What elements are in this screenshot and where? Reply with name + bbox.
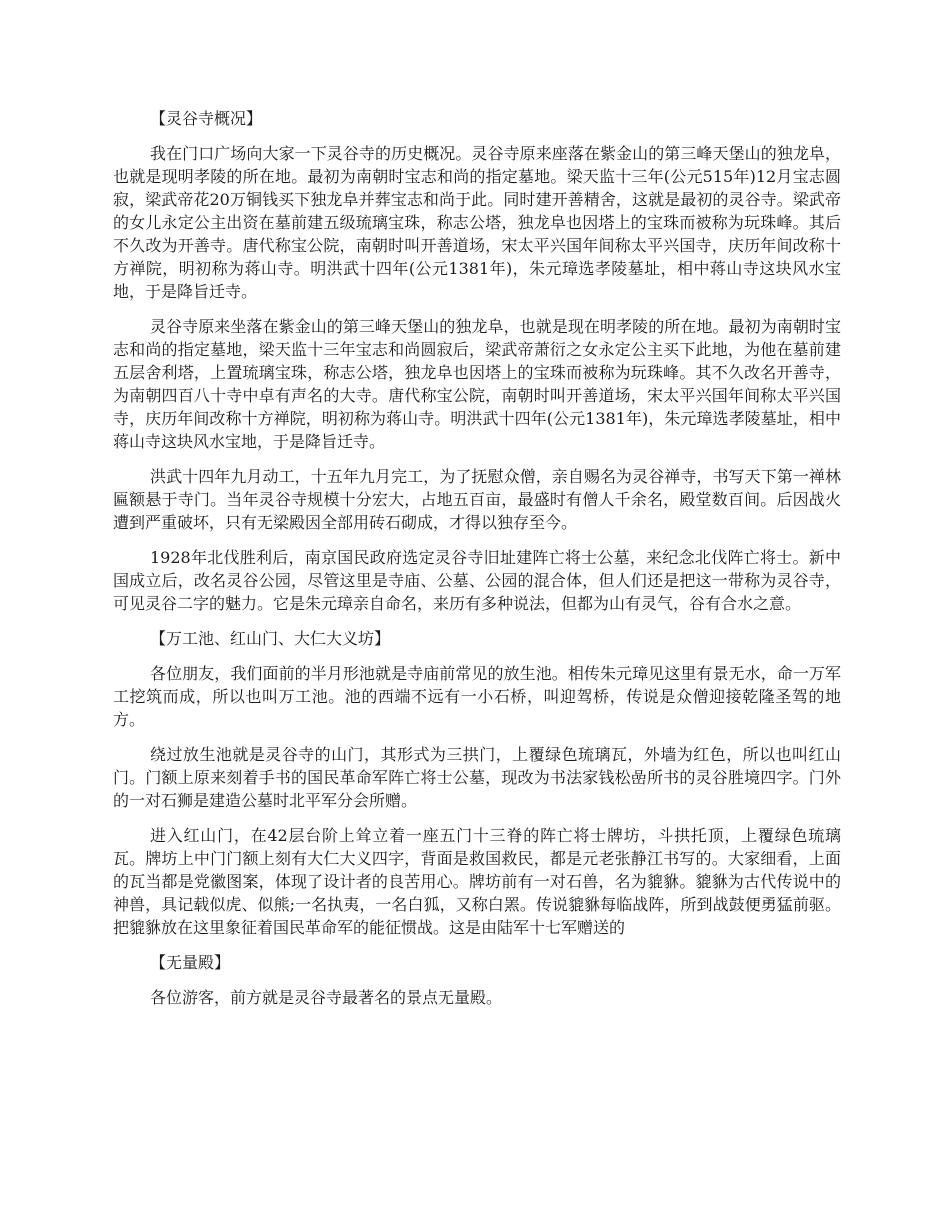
- section-heading-pond-gate-archway: 【万工池、红山门、大仁大义坊】: [150, 629, 391, 648]
- paragraph-pond: 各位朋友，我们面前的半月形池就是寺庙前常见的放生池。相传朱元璋见这里有景无水，命一万军工挖筑而成，所以也叫万工池。池的西端不远有一小石桥，叫迎驾桥，传说是众僧迎接乾隆圣驾的地方。: [113, 664, 841, 729]
- paragraph-history-overview: 我在门口广场向大家一下灵谷寺的历史概况。灵谷寺原来座落在紫金山的第三峰天堡山的独龙阜，也就是现明孝陵的所在地。最初为南朝时宝志和尚的指定墓地。梁天监十三年(公元515年)12月宝志圆寂，梁武帝花20万铜钱买下独龙阜并葬宝志和尚于此。同时建开善精舍，这就是最初的灵谷寺。梁武帝的女儿永定公主出资在墓前建五级琉璃宝珠，称志公塔，独龙阜也因塔上的宝珠而被称为玩珠峰。其后不久改为开善寺。唐代称宝公院，南朝时叫开善道场，宋太平兴国年间称太平兴国寺，庆历年间改称十方禅院，明初称为蒋山寺。明洪武十四年(公元1381年)，朱元璋选孝陵墓址，相中蒋山寺这块风水宝地，于是降旨迁寺。: [113, 144, 841, 301]
- section-heading-overview: 【灵谷寺概况】: [150, 109, 263, 128]
- paragraph-red-gate: 绕过放生池就是灵谷寺的山门，其形式为三拱门，上覆绿色琉璃瓦，外墙为红色，所以也叫红山门。门额上原来刻着手书的国民革命军阵亡将士公墓，现改为书法家钱松嵒所书的灵谷胜境四字。门外的一对石狮是建造公墓时北平军分会所赠。: [113, 745, 841, 810]
- paragraph-archway: 进入红山门，在42层台阶上耸立着一座五门十三脊的阵亡将士牌坊，斗拱托顶，上覆绿色琉璃瓦。牌坊上中门门额上刻有大仁大义四字，背面是救国救民，都是元老张静江书写的。大家细看，上面的瓦当都是党徽图案，体现了设计者的良苦用心。牌坊前有一对石兽，名为貔貅。貔貅为古代传说中的神兽，具记载似虎、似熊;一名执夷，一名白狐，又称白罴。传说貔貅每临战阵，所到战鼓便勇猛前驱。把貔貅放在这里象征着国民革命军的能征惯战。这是由陆军十七军赠送的: [113, 826, 841, 937]
- paragraph-original-location: 灵谷寺原来坐落在紫金山的第三峰天堡山的独龙阜，也就是现在明孝陵的所在地。最初为南朝时宝志和尚的指定墓地，梁天监十三年宝志和尚圆寂后，梁武帝萧衍之女永定公主买下此地，为他在墓前建五层舍利塔，上置琉璃宝珠，称志公塔，独龙阜也因塔上的宝珠而被称为玩珠峰。其不久改名开善寺，为南朝四百八十寺中卓有声名的大寺。唐代称宝公院，南朝时叫开善道场，宋太平兴国年间称太平兴国寺，庆历年间改称十方禅院，明初称为蒋山寺。明洪武十四年(公元1381年)，朱元璋选孝陵墓址，相中蒋山寺这块风水宝地，于是降旨迁寺。: [113, 317, 841, 451]
- document-page: [113, 107, 841, 1021]
- paragraph-construction: 洪武十四年九月动工，十五年九月完工，为了抚慰众僧，亲自赐名为灵谷禅寺，书写天下第一禅林匾额悬于寺门。当年灵谷寺规模十分宏大，占地五百亩，最盛时有僧人千余名，殿堂数百间。后因战火遭到严重破坏，只有无梁殿因全部用砖石砌成，才得以独存至今。: [113, 467, 841, 532]
- paragraph-cemetery: 1928年北伐胜利后，南京国民政府选定灵谷寺旧址建阵亡将士公墓，来纪念北伐阵亡将士。新中国成立后，改名灵谷公园，尽管这里是寺庙、公墓、公园的混合体，但人们还是把这一带称为灵谷寺，可见灵谷二字的魅力。它是朱元璋亲自命名，来历有多种说法，但都为山有灵气，谷有合水之意。: [113, 548, 841, 613]
- paragraph-beamless-hall: 各位游客，前方就是灵谷寺最著名的景点无量殿。: [150, 988, 503, 1007]
- section-heading-beamless-hall: 【无量殿】: [150, 953, 231, 972]
